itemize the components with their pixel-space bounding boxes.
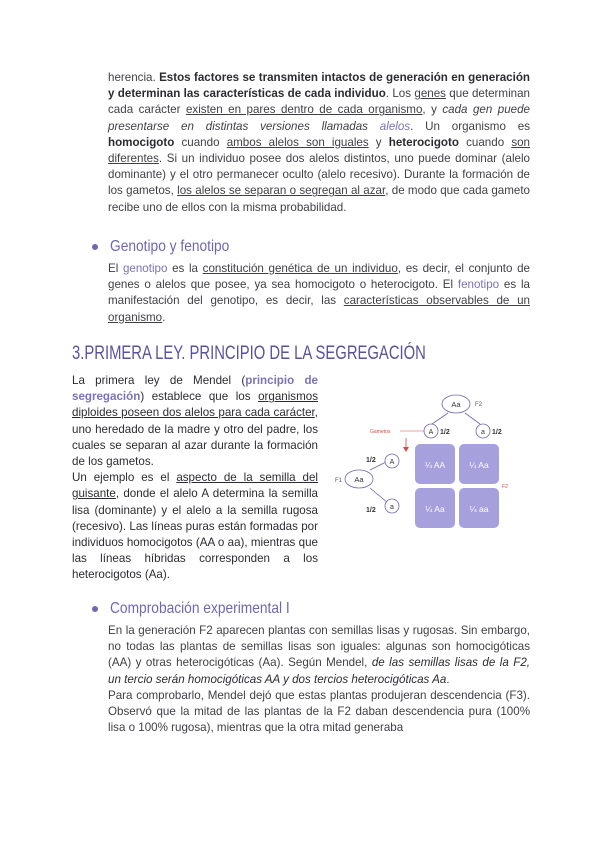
intro-text: . Un organismo es xyxy=(410,119,530,133)
intro-text: que determinan cada carácter xyxy=(108,87,530,117)
cell-4-label: ¼ aa xyxy=(469,504,489,514)
genotipo-term: genotipo xyxy=(122,262,168,275)
punnett-square-diagram xyxy=(330,388,520,548)
intro-underlined-genes: genes xyxy=(414,87,446,101)
intro-text: , y xyxy=(422,103,443,117)
genotipo-paragraph xyxy=(108,261,530,326)
comprobacion-heading-text: Comprobación experimental I xyxy=(110,600,290,617)
intro-text: cuando xyxy=(458,135,512,149)
left-prob-1: 1/2 xyxy=(366,457,376,464)
connector-line xyxy=(432,413,448,424)
f2-top-label: F2 xyxy=(475,402,483,408)
comprobacion-text: En la generación F2 aparecen plantas con semillas lisas y rugosas. Sin embargo, no todas las plantas de semillas lisas son iguales: algunas son homocigóticas (AA) y otras heterocigóticas (Aa). Según Mendel, xyxy=(108,624,530,670)
comprobacion-heading xyxy=(92,600,319,618)
genotipo-text: , es decir, el conjunto de genes o alelos que posee, ya sea homocigoto o heterocigoto. El xyxy=(108,262,530,292)
connector-line xyxy=(465,413,480,424)
parent-top-label: Aa xyxy=(451,400,461,409)
genotipo-text: es la xyxy=(167,262,203,275)
top-gamete-2: a xyxy=(481,429,485,436)
intro-heterocigoto-term: heterocigoto xyxy=(388,135,459,149)
left-gamete-1: A xyxy=(389,459,395,466)
segregation-term: principio de segregación xyxy=(72,374,319,404)
segregation-paragraph xyxy=(72,373,318,584)
f1-label: F1 xyxy=(335,478,343,484)
intro-italic-text: cada gen puede presentarse en distintas versiones llamadas xyxy=(108,103,531,133)
segregation-text: ) establece que los xyxy=(140,390,259,404)
fenotipo-underlined-definition: características observables de un organismo xyxy=(108,294,530,324)
left-gamete-2: a xyxy=(390,504,394,511)
intro-text: , de modo que cada gameto recibe uno de ellos con la misma probabilidad. xyxy=(108,184,530,214)
intro-underlined-pairs: existen en pares dentro de cada organismo xyxy=(185,103,423,117)
genotipo-text: . xyxy=(162,310,166,324)
cell-2-label: ¼ Aa xyxy=(469,460,489,470)
intro-underlined-segregate: los alelos se separan o segregan al azar xyxy=(177,184,386,198)
gametes-label: Gametos xyxy=(370,429,391,435)
cell-3-label: ¼ Aa xyxy=(425,504,445,514)
section-title: 3.PRIMERA LEY. PRINCIPIO DE LA SEGREGACIÓN xyxy=(72,343,426,364)
segregation-text: La primera ley de Mendel ( xyxy=(72,374,246,387)
intro-text: y xyxy=(368,135,389,149)
top-prob-1: 1/2 xyxy=(440,429,450,436)
intro-text: cuando xyxy=(174,135,227,149)
genotipo-text: es la manifestación del genotipo, es decir, las xyxy=(108,278,530,308)
intro-text: . Los xyxy=(385,87,415,101)
genotipo-underlined-definition: constitución genética de un individuo xyxy=(202,262,398,275)
intro-bold-text: Estos factores se transmiten intactos de generación en generación y determinan las características de cada individuo xyxy=(108,71,530,101)
top-gamete-1: A xyxy=(428,429,434,436)
comprobacion-paragraph xyxy=(108,623,530,736)
fenotipo-term: fenotipo xyxy=(457,278,500,292)
intro-underlined-equal: ambos alelos son iguales xyxy=(226,135,369,149)
genotipo-heading xyxy=(92,238,249,256)
left-prob-2: 1/2 xyxy=(366,507,376,514)
intro-text: herencia. xyxy=(108,71,160,84)
segregation-text: , uno heredado de la madre y otro del padre, los cuales se separan al azar durante la formación de los gametos. xyxy=(72,406,318,469)
intro-underlined-different: son diferentes xyxy=(108,135,531,166)
parent-left-label: Aa xyxy=(354,475,364,484)
intro-text: . Si un individuo posee dos alelos distintos, uno puede dominar (alelo dominante) y el otro permanecer oculto (alelo recesivo). Durante la formación de los gametos, xyxy=(108,152,530,198)
comprobacion-text: Para comprobarlo, Mendel dejó que estas plantas produjeran descendencia (F3). Observó que la mitad de las plantas de la F2 daban descendencia pura (100% lisa o 100% rugosa), mientras que la otra mitad generaba xyxy=(108,688,530,735)
genotipo-heading-text: Genotipo y fenotipo xyxy=(110,238,230,255)
intro-homocigoto-term: homocigoto xyxy=(108,135,175,149)
arrow-head xyxy=(403,447,409,452)
f2-side-label: F2 xyxy=(502,484,508,490)
segregation-text: , donde el alelo A determina la semilla lisa (dominante) y el alelo a la semilla rugosa (recesivo). Las líneas puras están formadas por individuos homocigotos (AA o aa), mientras que las líneas híbridas corresponden a los heterocigotos (Aa). xyxy=(72,487,318,582)
segregation-underlined-seed: aspecto de la semilla del guisante xyxy=(72,471,318,501)
segregation-underlined-diploid: organismos diploides poseen dos alelos para cada carácter xyxy=(72,390,318,420)
bullet-icon xyxy=(92,244,98,250)
comprobacion-italic-text: de las semillas lisas de la F2, un tercio serán homocigóticas AA y dos tercios heterocigóticas Aa xyxy=(108,656,531,686)
top-prob-2: 1/2 xyxy=(492,429,502,436)
intro-paragraph xyxy=(108,70,530,216)
bullet-icon xyxy=(92,606,98,612)
connector-line xyxy=(370,488,388,503)
cell-1-label: ¼ AA xyxy=(424,460,446,470)
genotipo-text: El xyxy=(108,262,123,275)
intro-alelos-term: alelos xyxy=(379,119,411,133)
comprobacion-text: . xyxy=(446,672,450,686)
segregation-text: Un ejemplo es el xyxy=(72,471,177,485)
